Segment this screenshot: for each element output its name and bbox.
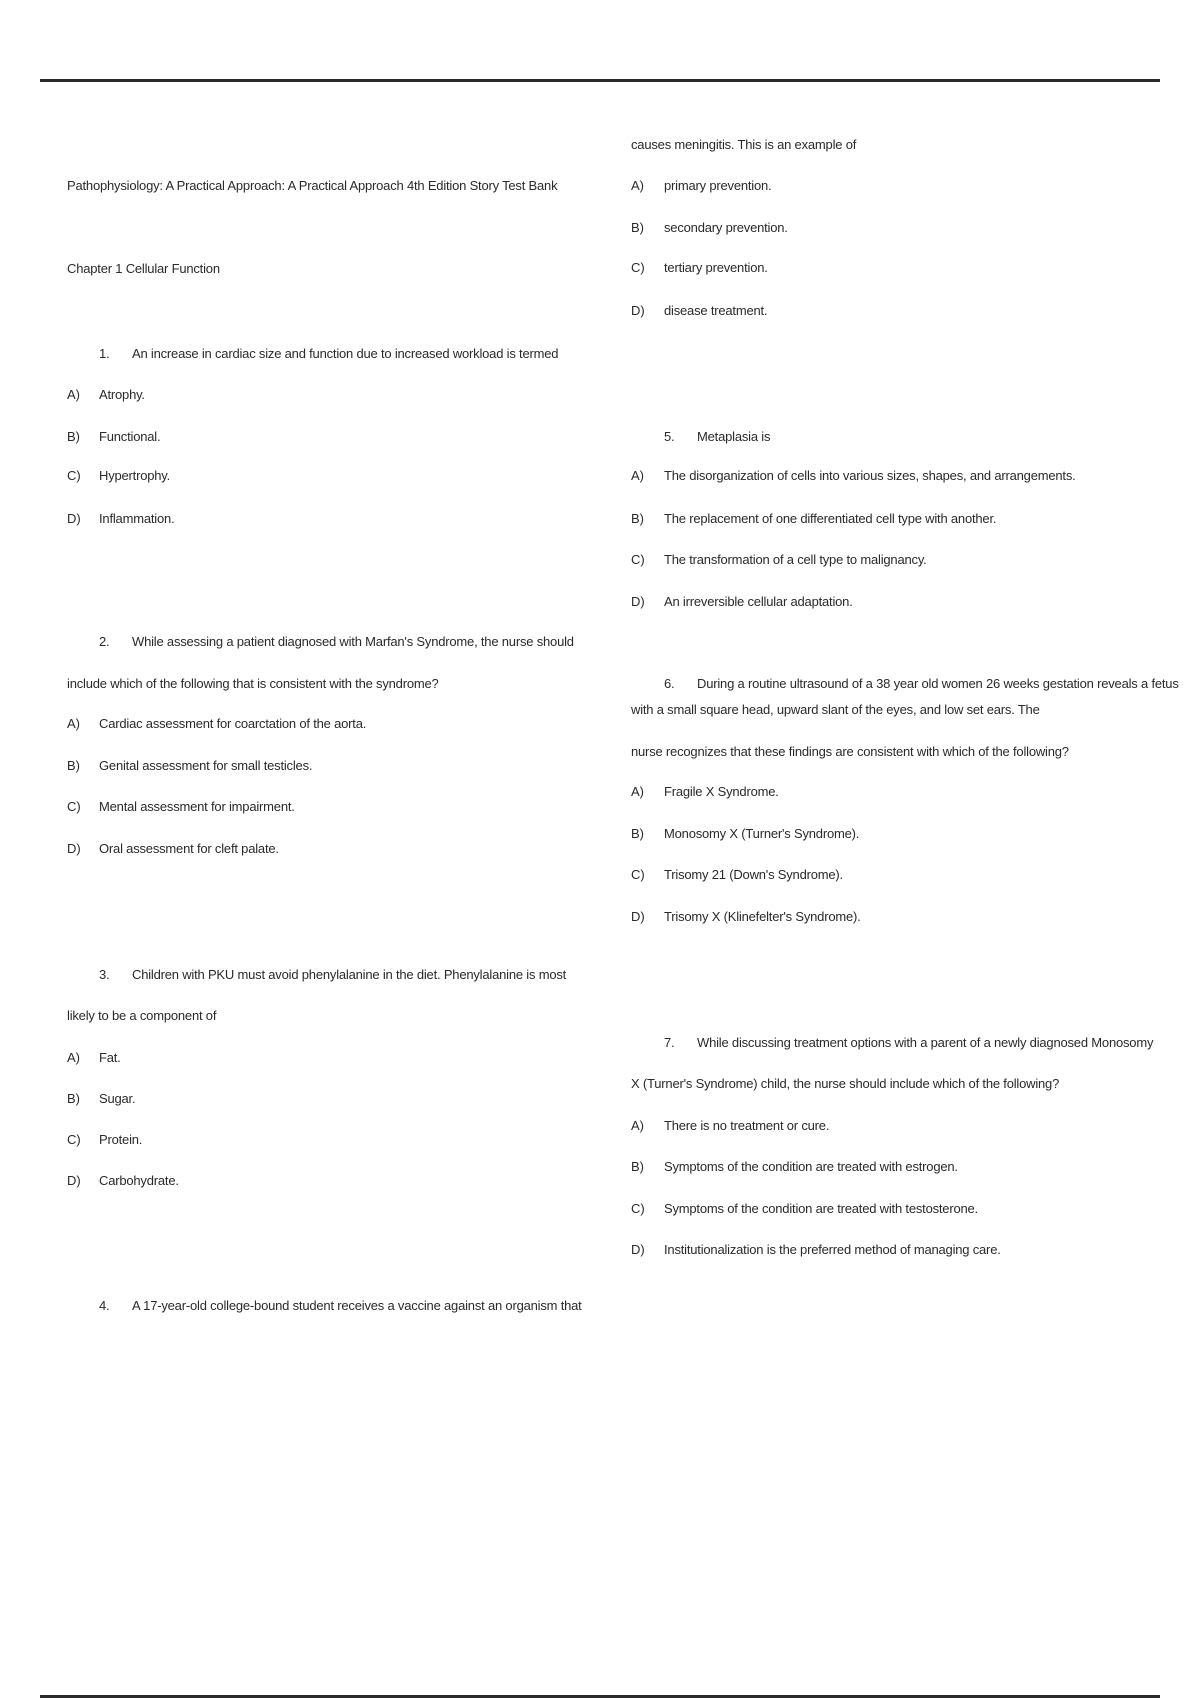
- option-text: Carbohydrate.: [99, 1173, 179, 1188]
- option-text: Mental assessment for impairment.: [99, 799, 295, 814]
- option-text: Cardiac assessment for coarctation of the aorta.: [99, 716, 367, 731]
- option-letter: D): [631, 1242, 645, 1257]
- chapter-heading: Chapter 1 Cellular Function: [67, 261, 220, 276]
- option-letter: D): [631, 909, 645, 924]
- option-letter: D): [67, 511, 81, 526]
- option-text: disease treatment.: [664, 303, 768, 318]
- question-stem: Metaplasia is: [697, 429, 771, 444]
- option-text: Functional.: [99, 429, 161, 444]
- option-text: Trisomy 21 (Down's Syndrome).: [664, 867, 843, 882]
- option-text: An irreversible cellular adaptation.: [664, 594, 853, 609]
- option-letter: A): [67, 387, 80, 402]
- option-letter: C): [631, 552, 645, 567]
- option-text: Genital assessment for small testicles.: [99, 758, 313, 773]
- question-stem: During a routine ultrasound of a 38 year old women 26 weeks gestation reveals a fetus: [697, 676, 1179, 691]
- option-letter: C): [631, 260, 645, 275]
- option-text: Atrophy.: [99, 387, 145, 402]
- option-letter: B): [631, 511, 644, 526]
- option-letter: A): [67, 1050, 80, 1065]
- option-text: There is no treatment or cure.: [664, 1118, 830, 1133]
- option-letter: B): [631, 1159, 644, 1174]
- option-letter: B): [67, 758, 80, 773]
- question-number: 7.: [664, 1035, 675, 1050]
- question-stem: X (Turner's Syndrome) child, the nurse should include which of the following?: [631, 1076, 1060, 1091]
- option-letter: C): [631, 867, 645, 882]
- option-letter: D): [631, 303, 645, 318]
- option-text: Inflammation.: [99, 511, 175, 526]
- option-letter: C): [67, 1132, 81, 1147]
- option-letter: A): [631, 784, 644, 799]
- question-number: 6.: [664, 676, 675, 691]
- option-text: The disorganization of cells into various sizes, shapes, and arrangements.: [664, 468, 1076, 483]
- question-stem: A 17-year-old college-bound student receives a vaccine against an organism that: [132, 1298, 582, 1313]
- question-number: 2.: [99, 634, 110, 649]
- option-letter: A): [631, 1118, 644, 1133]
- question-stem: with a small square head, upward slant of the eyes, and low set ears. The: [631, 702, 1040, 717]
- option-letter: D): [67, 841, 81, 856]
- option-text: Fragile X Syndrome.: [664, 784, 779, 799]
- option-text: primary prevention.: [664, 178, 772, 193]
- question-stem: include which of the following that is consistent with the syndrome?: [67, 676, 439, 691]
- question-number: 1.: [99, 346, 110, 361]
- question-stem: likely to be a component of: [67, 1008, 217, 1023]
- option-text: Trisomy X (Klinefelter's Syndrome).: [664, 909, 861, 924]
- option-letter: B): [67, 429, 80, 444]
- question-stem: Children with PKU must avoid phenylalanine in the diet. Phenylalanine is most: [132, 967, 567, 982]
- bottom-rule: [40, 1695, 1160, 1698]
- option-text: The replacement of one differentiated cell type with another.: [664, 511, 997, 526]
- option-letter: B): [631, 220, 644, 235]
- option-text: secondary prevention.: [664, 220, 788, 235]
- question-stem: An increase in cardiac size and function due to increased workload is termed: [132, 346, 559, 361]
- option-text: Fat.: [99, 1050, 121, 1065]
- option-letter: D): [631, 594, 645, 609]
- option-letter: D): [67, 1173, 81, 1188]
- option-text: Oral assessment for cleft palate.: [99, 841, 279, 856]
- question-stem: nurse recognizes that these findings are consistent with which of the following?: [631, 744, 1069, 759]
- option-text: Institutionalization is the preferred method of managing care.: [664, 1242, 1001, 1257]
- option-text: Symptoms of the condition are treated with estrogen.: [664, 1159, 958, 1174]
- top-rule: [40, 79, 1160, 82]
- question-number: 3.: [99, 967, 110, 982]
- option-text: The transformation of a cell type to malignancy.: [664, 552, 927, 567]
- option-text: tertiary prevention.: [664, 260, 768, 275]
- question-number: 5.: [664, 429, 675, 444]
- document-title: Pathophysiology: A Practical Approach: A Practical Approach 4th Edition Story Test Bank: [67, 178, 558, 193]
- question-number: 4.: [99, 1298, 110, 1313]
- option-letter: A): [67, 716, 80, 731]
- option-text: Sugar.: [99, 1091, 136, 1106]
- option-letter: C): [67, 468, 81, 483]
- option-text: Hypertrophy.: [99, 468, 171, 483]
- option-letter: B): [67, 1091, 80, 1106]
- question-stem: While assessing a patient diagnosed with Marfan's Syndrome, the nurse should: [132, 634, 574, 649]
- option-text: Monosomy X (Turner's Syndrome).: [664, 826, 860, 841]
- question-stem: causes meningitis. This is an example of: [631, 137, 857, 152]
- question-stem: While discussing treatment options with a parent of a newly diagnosed Monosomy: [697, 1035, 1154, 1050]
- option-text: Protein.: [99, 1132, 143, 1147]
- option-letter: C): [631, 1201, 645, 1216]
- option-letter: B): [631, 826, 644, 841]
- option-letter: A): [631, 468, 644, 483]
- option-text: Symptoms of the condition are treated with testosterone.: [664, 1201, 978, 1216]
- option-letter: A): [631, 178, 644, 193]
- option-letter: C): [67, 799, 81, 814]
